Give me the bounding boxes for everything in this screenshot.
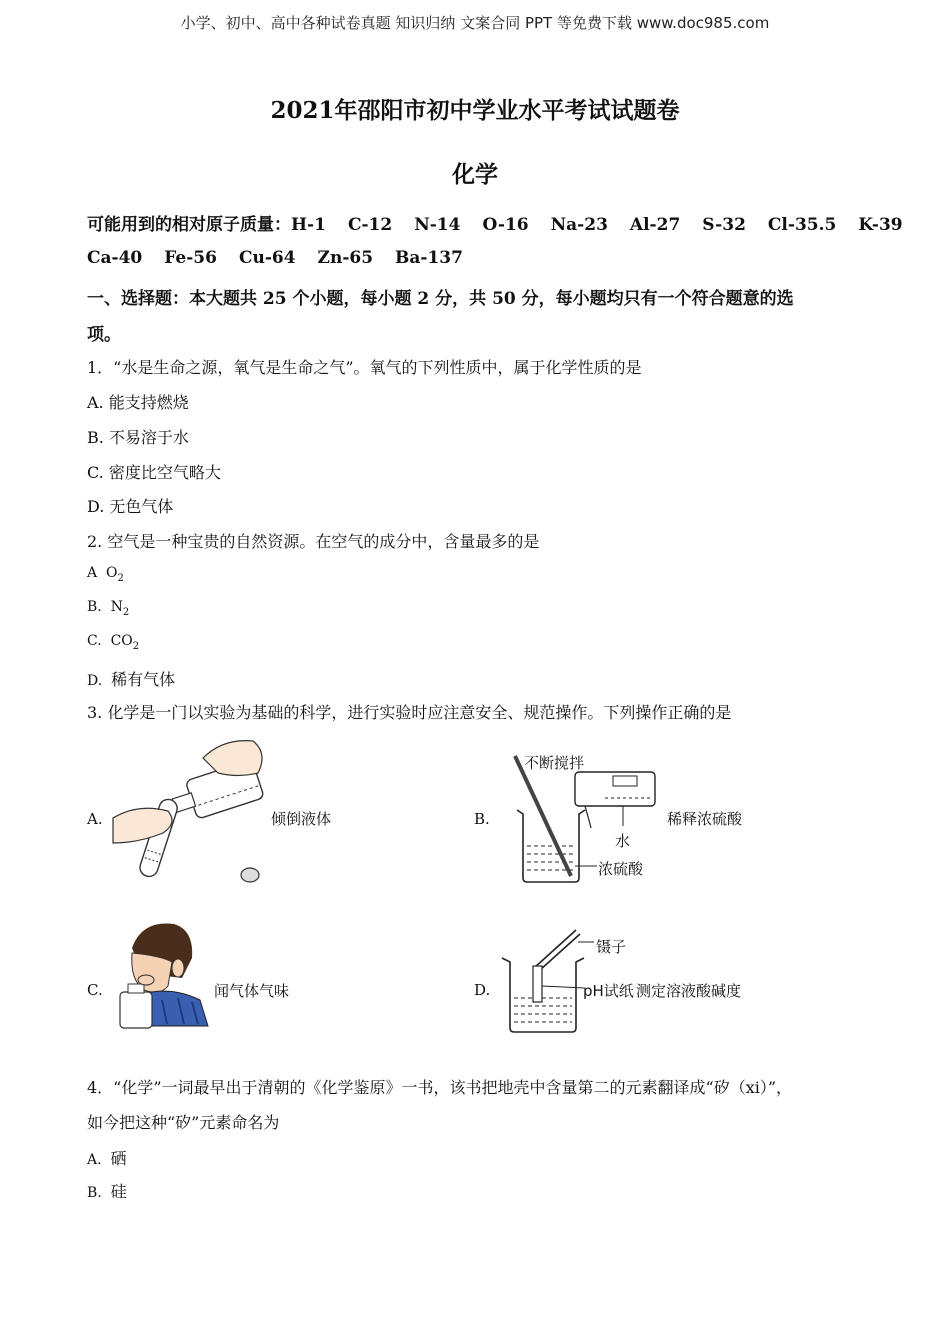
section-heading-2: 项。 (87, 325, 121, 345)
q3-option-b-caption: 稀释浓硫酸 (667, 810, 743, 828)
q3-option-d-paper: pH试纸 (583, 982, 634, 1000)
q2-option-b: B. $N_2$ (87, 599, 130, 618)
q4-stem-line-2: 如今把这种“矽”元素命名为 (87, 1113, 280, 1132)
q3-option-b-acid: 浓硫酸 (598, 860, 644, 878)
section-heading-1: 一、选择题：本大题共 25 个小题，每小题 2 分，共 50 分，每小题均只有一个符合题意的选 (87, 289, 794, 309)
q3-option-d-caption: 测定溶液酸碱度 (636, 982, 742, 1000)
exam-title: 2021年邵阳市初中学业水平考试试题卷 (270, 97, 680, 124)
q1-stem: 1．“水是生命之源，氧气是生命之气”。氧气的下列性质中，属于化学性质的是 (87, 358, 642, 377)
q4-option-b: B. 硅 (87, 1182, 127, 1201)
q3-option-c-label: C. (87, 981, 103, 999)
subject-title: 化学 (452, 161, 498, 188)
q4-option-a: A. 硒 (87, 1149, 127, 1168)
q2-option-a: A $O_2$ (87, 565, 124, 584)
q3-option-d-label: D. (474, 981, 491, 999)
q3-option-b-label: B. (474, 810, 490, 828)
q3-option-b-stir: 不断搅拌 (524, 754, 585, 772)
atomic-mass-line-1: 可能用到的相对原子质量：H-1 C-12 N-14 O-16 Na-23 Al-27 S-32 Cl-35.5 K-39 (87, 215, 903, 235)
page-header: 小学、初中、高中各种试卷真题 知识归纳 文案合同 PPT 等免费下载 www.doc985.com (180, 14, 770, 32)
q3-stem: 3. 化学是一门以实验为基础的科学，进行实验时应注意安全、规范操作。下列操作正确的是 (87, 703, 732, 722)
q3-option-a-caption: 倾倒液体 (271, 810, 332, 828)
q1-option-c: C. 密度比空气略大 (87, 463, 221, 482)
atomic-mass-line-2: Ca-40 Fe-56 Cu-64 Zn-65 Ba-137 (87, 248, 463, 268)
q2-option-d: D. 稀有气体 (87, 670, 176, 689)
ph-test-figure (500, 924, 595, 1036)
q3-option-b-water: 水 (615, 832, 631, 850)
smelling-gas-figure (112, 918, 212, 1033)
q3-option-a-label: A. (87, 810, 103, 828)
q4-stem-line-1: 4．“化学”一词最早出于清朝的《化学鉴原》一书，该书把地壳中含量第二的元素翻译成“矽（xi）”， (87, 1078, 793, 1097)
pouring-liquid-figure (108, 733, 273, 888)
q2-option-c: C. $CO_2$ (87, 633, 140, 652)
q3-option-c-caption: 闻气体气味 (214, 982, 290, 1000)
q2-stem: 2. 空气是一种宝贵的自然资源。在空气的成分中，含量最多的是 (87, 532, 540, 551)
q3-option-d-tweezers: 镊子 (596, 938, 627, 956)
q1-option-d: D. 无色气体 (87, 497, 174, 516)
q1-option-b: B. 不易溶于水 (87, 428, 189, 447)
q1-option-a: A. 能支持燃烧 (87, 393, 189, 412)
atomic-mass-label: 可能用到的相对原子质量： (87, 215, 291, 235)
